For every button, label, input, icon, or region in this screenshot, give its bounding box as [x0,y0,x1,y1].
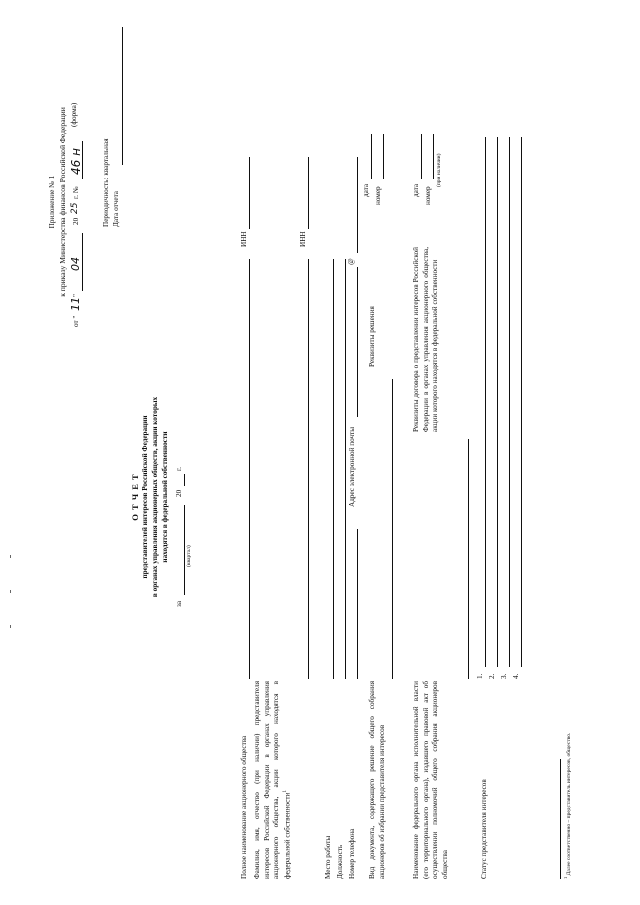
if-exists-hint: (при наличии) [436,153,442,187]
report-title: О Т Ч Е Т [130,473,140,521]
report-date-underline[interactable] [122,27,123,165]
decision-req-label: Реквизиты решения [368,306,376,367]
doc-type-label: Вид документа, содержащего решение общего собрания акционеров об избрании представителя интересов [368,681,386,879]
work-place-label: Место работы [324,835,332,879]
date-2-underline[interactable] [421,134,422,179]
footnote-rule [560,759,561,879]
date-1-underline[interactable] [371,134,372,179]
appendix-number: 46 н [68,148,83,175]
authority-underline[interactable] [468,439,469,679]
report-subtitle-1: представителей интересов Российской Федерации [141,415,150,579]
inn-label-1: ИНН [240,231,248,247]
status-item-2-underline[interactable] [497,137,498,667]
number-2-underline[interactable] [433,134,434,179]
appendix-day: 11 [68,297,82,311]
appendix-month: 04 [68,257,82,271]
footnote-ref: 1 [282,789,289,793]
phone-label: Номер телефона [348,828,356,879]
inn-1-underline[interactable] [249,157,250,229]
quarter-underline[interactable] [184,505,185,595]
appendix-block [48,37,86,367]
footnote: $^1$ Далее соответственно – представитель интересов, общество. [563,732,572,879]
year-twenty: 20 [174,489,183,497]
status-item-4-underline[interactable] [521,137,522,667]
at-sign: @ [347,258,355,265]
authority-label: Наименование федерального органа исполнительной власти (его территориального органа), издавшего правовой акт об осуществлении полномочий общего собрания акционеров общества [412,681,450,879]
status-item-2-number: 2. [488,673,496,679]
appendix-order-line: к приказу Министерства финансов Российской Федерации [57,107,67,297]
report-title-block [130,347,195,647]
position-underline[interactable] [345,259,346,679]
status-item-3-number: 3. [500,673,508,679]
doc-type-underline[interactable] [392,379,393,679]
status-item-1-number: 1. [476,673,484,679]
fio-underline[interactable] [308,259,309,679]
year-underline[interactable] [184,474,185,486]
report-date-label: Дата отчета [111,191,120,227]
year-prefix: 20 [71,217,80,225]
quarter-hint: (квартал) [185,545,192,567]
scan-speck [10,625,11,628]
scan-speck [10,590,11,593]
appendix-year: 25 [69,202,80,214]
scan-speck [10,555,11,558]
work-place-underline[interactable] [333,259,334,679]
contract-req-label: Реквизиты договора о представлении интересов Российской Федерации в органах управления акционерного общества, акции которого находятся в федеральной собственности [412,247,440,432]
status-item-1-underline[interactable] [485,137,486,667]
period-line [175,347,195,647]
from-prefix: от " [71,315,80,327]
company-name-label: Полное наименование акционерного общества [240,735,248,879]
phone-underline[interactable] [357,529,358,679]
year-g: г. [174,467,183,471]
fio-label: Фамилия, имя, отчество (при наличии) представителя интересов Российской Федерации в органах управления акционерного общества, акции которого находятся в федеральной собственности$^1$ [253,681,292,879]
number-label-1: номер [374,186,382,205]
email-domain-underline[interactable] [357,157,358,253]
date-label-2: дата [412,183,420,197]
email-label: Адрес электронной почты [348,426,356,507]
appendix-title: Приложение № 1 [48,175,56,229]
report-subtitle-2: в органах управления акционерных обществ, акции которых [151,396,160,598]
appendix-date-line: от " 11 " 04 20 25 г. № 46 н (форма) [68,102,83,327]
periodicity: Периодичность: квартальная [102,138,110,227]
number-label-2: номер [424,186,432,205]
email-underline[interactable] [357,267,358,417]
report-subtitle-3: находятся в федеральной собственности [160,431,169,563]
rotated-form-sheet [40,17,600,887]
form-label: (форма) [69,102,78,127]
number-1-underline[interactable] [383,134,384,179]
status-item-3-underline[interactable] [509,137,510,667]
status-label: Статус представителя интересов [480,779,488,879]
position-label: Должность [336,844,344,879]
za-label: за [174,600,183,607]
date-label-1: дата [362,183,370,197]
status-item-4-number: 4. [512,673,520,679]
inn-label-2: ИНН [299,231,307,247]
company-name-underline[interactable] [249,259,250,679]
number-label: г. № [71,186,80,199]
periodicity-block [102,27,124,227]
inn-2-underline[interactable] [308,157,309,229]
